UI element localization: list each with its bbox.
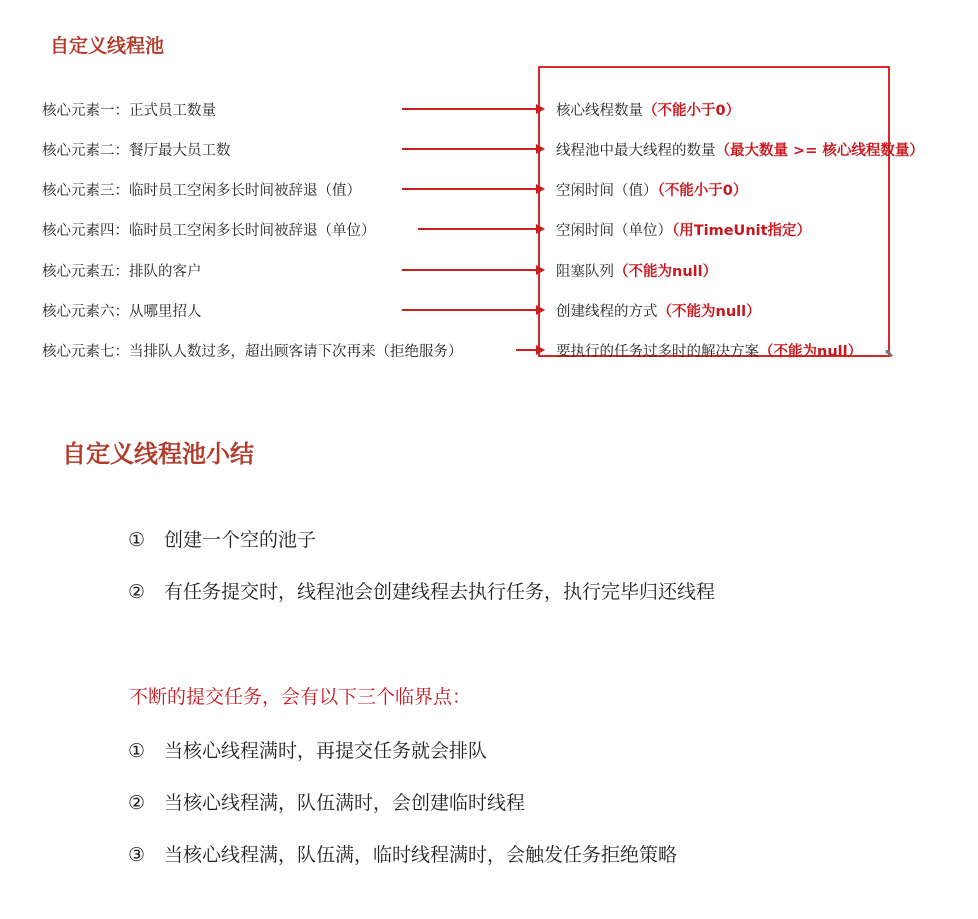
arrow-head-3 [536,184,545,194]
critical-point-2 [128,788,525,815]
step-text: 创建一个空的池子 [164,529,317,551]
core-element-6-mapping [556,300,761,321]
arrow-head-6 [536,305,545,315]
point-number: ② [128,792,146,814]
mapping-note: （用TimeUnit指定） [672,223,812,239]
mapping-note: （不能为null） [614,264,718,280]
section-title: 自定义线程池 [50,35,165,57]
core-element-4-label: 核心元素四：临时员工空闲多长时间被辞退（单位） [42,223,376,239]
critical-point-3 [128,840,677,867]
step-number: ② [128,581,146,603]
mapping-note: （不能小于0） [643,103,741,119]
core-element-7-label: 核心元素七：当排队人数过多，超出顾客请下次再来（拒绝服务） [42,344,463,360]
mapping-note: （最大数量 >= 核心线程数量） [715,143,924,159]
mapping-text: 创建线程的方式 [556,304,658,320]
core-element-3-label: 核心元素三：临时员工空闲多长时间被辞退（值） [42,183,361,199]
mapping-note: （不能小于0） [657,183,748,199]
mapping-note: （不能为null） [657,304,761,320]
core-element-2-label: 核心元素二：餐厅最大员工数 [42,143,231,159]
core-element-5-label: 核心元素五：排队的客户 [42,264,202,280]
core-element-4-mapping [556,219,811,240]
arrow-head-5 [536,265,545,275]
core-element-7-mapping [556,340,862,361]
mapping-text: 要执行的任务过多时的解决方案 [556,344,759,360]
point-number: ③ [128,844,146,866]
mapping-note: （不能为null） [759,344,863,360]
critical-point-1 [128,736,487,763]
mapping-text: 空闲时间（值） [556,183,658,199]
mapping-text: 线程池中最大线程的数量 [556,143,716,159]
core-element-3-mapping [556,179,747,200]
mouse-cursor-icon: ⬉ [884,346,895,360]
summary-title: 自定义线程池小结 [62,440,254,468]
arrow-4 [418,228,537,230]
arrow-5 [402,269,537,271]
mapping-text: 空闲时间（单位） [556,223,672,239]
arrow-head-7 [536,345,545,355]
core-element-6-label: 核心元素六：从哪里招人 [42,304,202,320]
step-text: 有任务提交时，线程池会创建线程去执行任务，执行完毕归还线程 [164,581,716,603]
arrow-2 [402,148,537,150]
arrow-1 [402,108,537,110]
core-element-1-label: 核心元素一：正式员工数量 [42,103,216,119]
arrow-7 [516,349,537,351]
arrow-head-4 [536,224,545,234]
core-element-5-mapping [556,260,717,281]
arrow-head-2 [536,144,545,154]
point-number: ① [128,740,146,762]
arrow-head-1 [536,104,545,114]
point-text: 当核心线程满时，再提交任务就会排队 [164,740,488,762]
mapping-text: 核心线程数量 [556,103,643,119]
summary-step-2 [128,577,715,604]
arrow-3 [402,188,537,190]
core-element-2-mapping [556,139,924,160]
step-number: ① [128,529,146,551]
point-text: 当核心线程满，队伍满时，会创建临时线程 [164,792,526,814]
summary-step-1 [128,525,316,552]
arrow-6 [402,309,537,311]
core-element-1-mapping [556,99,740,120]
point-text: 当核心线程满，队伍满，临时线程满时，会触发任务拒绝策略 [164,844,678,866]
critical-points-title: 不断的提交任务，会有以下三个临界点： [129,686,472,708]
mapping-text: 阻塞队列 [556,264,614,280]
